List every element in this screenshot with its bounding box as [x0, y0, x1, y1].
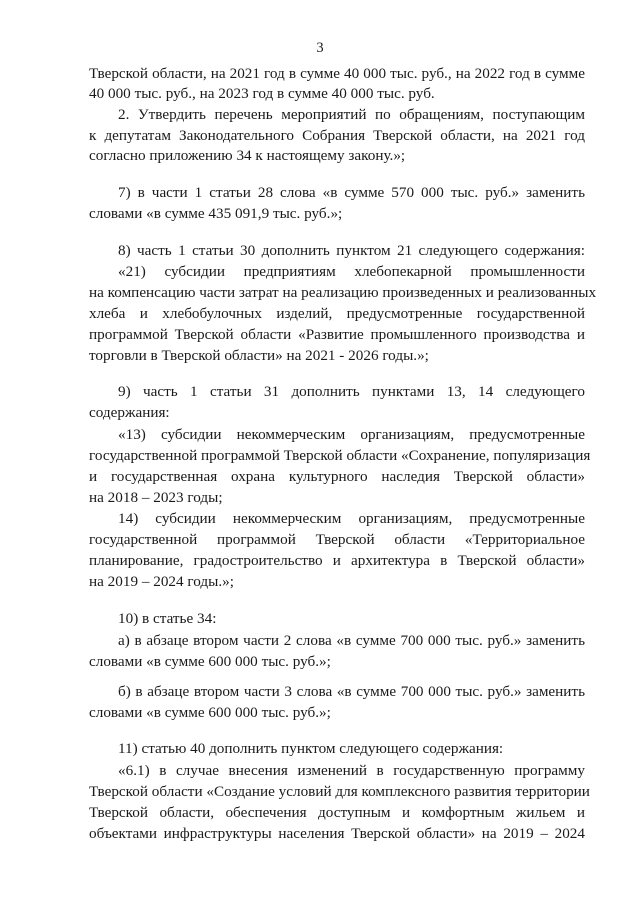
- text-line: «21) субсидии предприятиям хлебопекарной промышленности: [118, 263, 585, 280]
- text-line: «6.1) в случае внесения изменений в государственную программу: [118, 762, 585, 779]
- text-line: 40 000 тыс. руб., на 2023 год в сумме 40 000 тыс. руб.: [89, 85, 435, 102]
- text-line: «13) субсидии некоммерческим организациям, предусмотренные: [118, 426, 585, 443]
- text-line: торговли в Тверской области» на 2021 - 2026 годы.»;: [89, 347, 429, 364]
- text-line: а) в абзаце втором части 2 слова «в сумме 700 000 тыс. руб.» заменить: [118, 632, 585, 649]
- text-line: б) в абзаце втором части 3 слова «в сумме 700 000 тыс. руб.» заменить: [118, 683, 585, 700]
- text-line: хлеба и хлебобулочных изделий, предусмотренные государственной: [89, 305, 585, 322]
- text-line: на 2019 – 2024 годы.»;: [89, 573, 234, 590]
- text-line: согласно приложению 34 к настоящему закону.»;: [89, 147, 406, 164]
- text-line: 14) субсидии некоммерческим организациям, предусмотренные: [118, 510, 585, 527]
- text-line: словами «в сумме 600 000 тыс. руб.»;: [89, 653, 331, 670]
- text-line: государственной программой Тверской области «Сохранение, популяризация: [89, 447, 591, 464]
- text-line: Тверской области, на 2021 год в сумме 40 000 тыс. руб., на 2022 год в сумме: [89, 65, 585, 82]
- text-line: 7) в части 1 статьи 28 слова «в сумме 570 000 тыс. руб.» заменить: [118, 184, 585, 201]
- text-line: 9) часть 1 статьи 31 дополнить пунктами 13, 14 следующего: [118, 383, 585, 400]
- text-line: Тверской области «Создание условий для комплексного развития территории: [89, 783, 590, 800]
- text-line: словами «в сумме 600 000 тыс. руб.»;: [89, 704, 331, 721]
- text-line: словами «в сумме 435 091,9 тыс. руб.»;: [89, 205, 343, 222]
- text-line: объектами инфраструктуры населения Тверской области» на 2019 – 2024: [89, 825, 585, 842]
- text-line: 8) часть 1 статьи 30 дополнить пунктом 21 следующего содержания:: [118, 242, 585, 259]
- text-line: на 2018 – 2023 годы;: [89, 489, 223, 506]
- text-line: планирование, градостроительство и архитектура в Тверской области»: [89, 552, 585, 569]
- text-line: государственной программой Тверской области «Территориальное: [89, 531, 585, 548]
- text-line: программой Тверской области «Развитие промышленного производства и: [89, 326, 585, 343]
- text-line: 11) статью 40 дополнить пунктом следующего содержания:: [118, 740, 504, 757]
- page-number: 3: [316, 40, 324, 56]
- text-line: к депутатам Законодательного Собрания Тверской области, на 2021 год: [89, 127, 585, 144]
- text-line: и государственная охрана культурного наследия Тверской области»: [89, 468, 585, 485]
- text-line: 10) в статье 34:: [118, 610, 217, 627]
- text-line: 2. Утвердить перечень мероприятий по обращениям, поступающим: [118, 106, 585, 123]
- text-line: на компенсацию части затрат на реализацию произведенных и реализованных: [89, 284, 597, 301]
- text-line: содержания:: [89, 404, 170, 421]
- text-line: Тверской области, обеспечения доступным и комфортным жильем и: [89, 804, 585, 821]
